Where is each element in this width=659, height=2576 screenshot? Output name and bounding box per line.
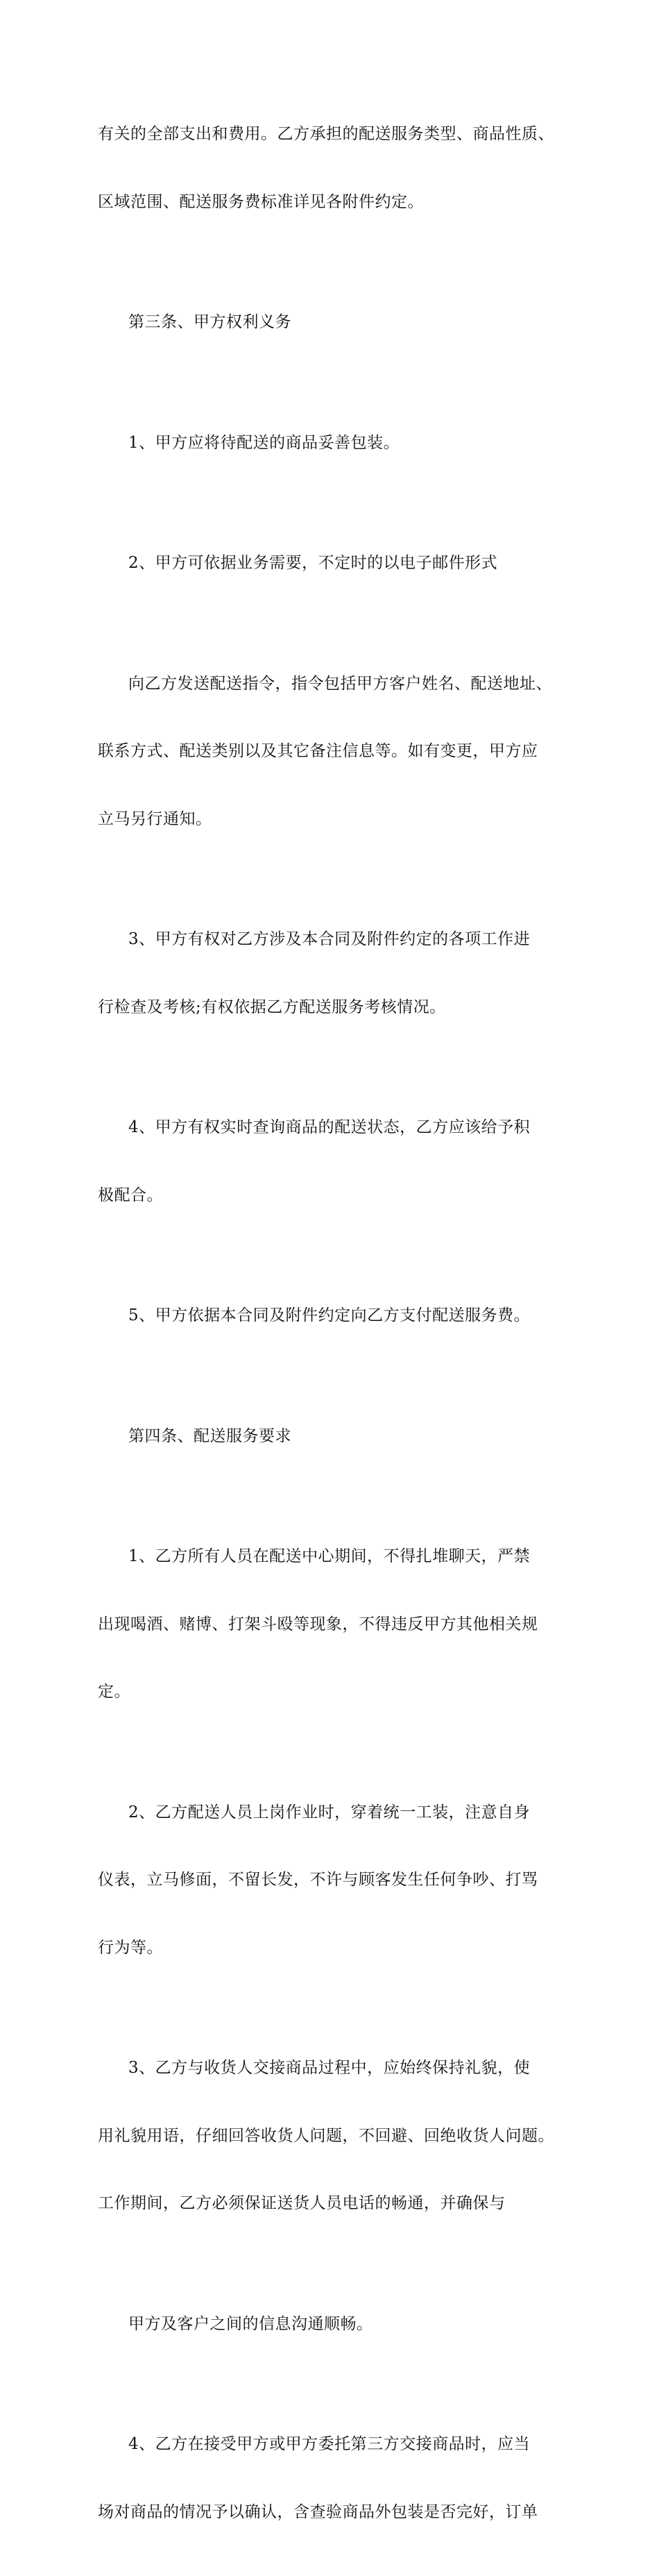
paragraph	[98, 1756, 583, 2005]
text-line: 1、乙方所有人员在配送中心期间，不得扎堆聊天，严禁	[128, 1547, 531, 1565]
paragraph	[98, 1500, 583, 1749]
text-line: 极配合。	[98, 1186, 163, 1204]
text-line: 4、乙方在接受甲方或甲方委托第三方交接商品时，应当	[128, 2435, 531, 2453]
text-line: 第四条、配送服务要求	[128, 1426, 291, 1445]
text-line: 仪表，立马修面，不留长发，不许与顾客发生任何争吵、打骂	[98, 1871, 538, 1889]
paragraph	[98, 2012, 583, 2260]
text-line: 1、甲方应将待配送的商品妥善包装。	[128, 433, 400, 452]
text-line: 立马另行通知。	[98, 809, 212, 828]
text-line: 行检查及考核;有权依据乙方配送服务考核情况。	[98, 997, 446, 1016]
paragraph	[98, 1259, 583, 1372]
text-line: 4、甲方有权实时查询商品的配送状态，乙方应该给予积	[128, 1118, 531, 1136]
text-line: 第三条、甲方权利义务	[128, 313, 291, 331]
paragraph	[98, 883, 583, 1063]
text-line: 2、乙方配送人员上岗作业时，穿着统一工装，注意自身	[128, 1803, 531, 1821]
text-line: 2、甲方可依据业务需要，不定时的以电子邮件形式	[128, 554, 498, 572]
paragraph	[98, 1071, 583, 1252]
text-line: 向乙方发送配送指令，指令包括甲方客户姓名、配送地址、	[128, 674, 552, 693]
text-line: 联系方式、配送类别以及其它备注信息等。如有变更，甲方应	[98, 742, 538, 760]
paragraph	[98, 507, 583, 620]
section-heading-article-4	[98, 1380, 583, 1493]
text-line: 区域范围、配送服务费标准详见各附件约定。	[98, 192, 424, 211]
text-line: 有关的全部支出和费用。乙方承担的配送服务类型、商品性质、	[98, 125, 554, 143]
paragraph	[98, 628, 583, 876]
text-line: 工作期间，乙方必须保证送货人员电话的畅通，并确保与	[98, 2194, 506, 2212]
text-line: 甲方及客户之间的信息沟通顺畅。	[128, 2314, 373, 2333]
text-line: 行为等。	[98, 1938, 163, 1957]
text-line: 3、乙方与收货人交接商品过程中，应始终保持礼貌，使	[128, 2059, 531, 2077]
paragraph	[98, 2268, 583, 2381]
text-line: 5、甲方依据本合同及附件约定向乙方支付配送服务费。	[128, 1306, 531, 1324]
document-body	[98, 78, 583, 2576]
text-line: 用礼貌用语，仔细回答收货人问题，不回避、回绝收货人问题。	[98, 2126, 554, 2145]
text-line: 3、甲方有权对乙方涉及本合同及附件约定的各项工作进	[128, 930, 531, 948]
section-heading-article-3	[98, 266, 583, 379]
text-line: 出现喝酒、赌博、打架斗殴等现象，不得违反甲方其他相关规	[98, 1615, 538, 1633]
paragraph	[98, 387, 583, 500]
paragraph	[98, 78, 583, 258]
text-line: 定。	[98, 1683, 130, 1701]
paragraph	[98, 2388, 583, 2568]
text-line: 场对商品的情况予以确认，含查验商品外包装是否完好，订单	[98, 2502, 538, 2521]
